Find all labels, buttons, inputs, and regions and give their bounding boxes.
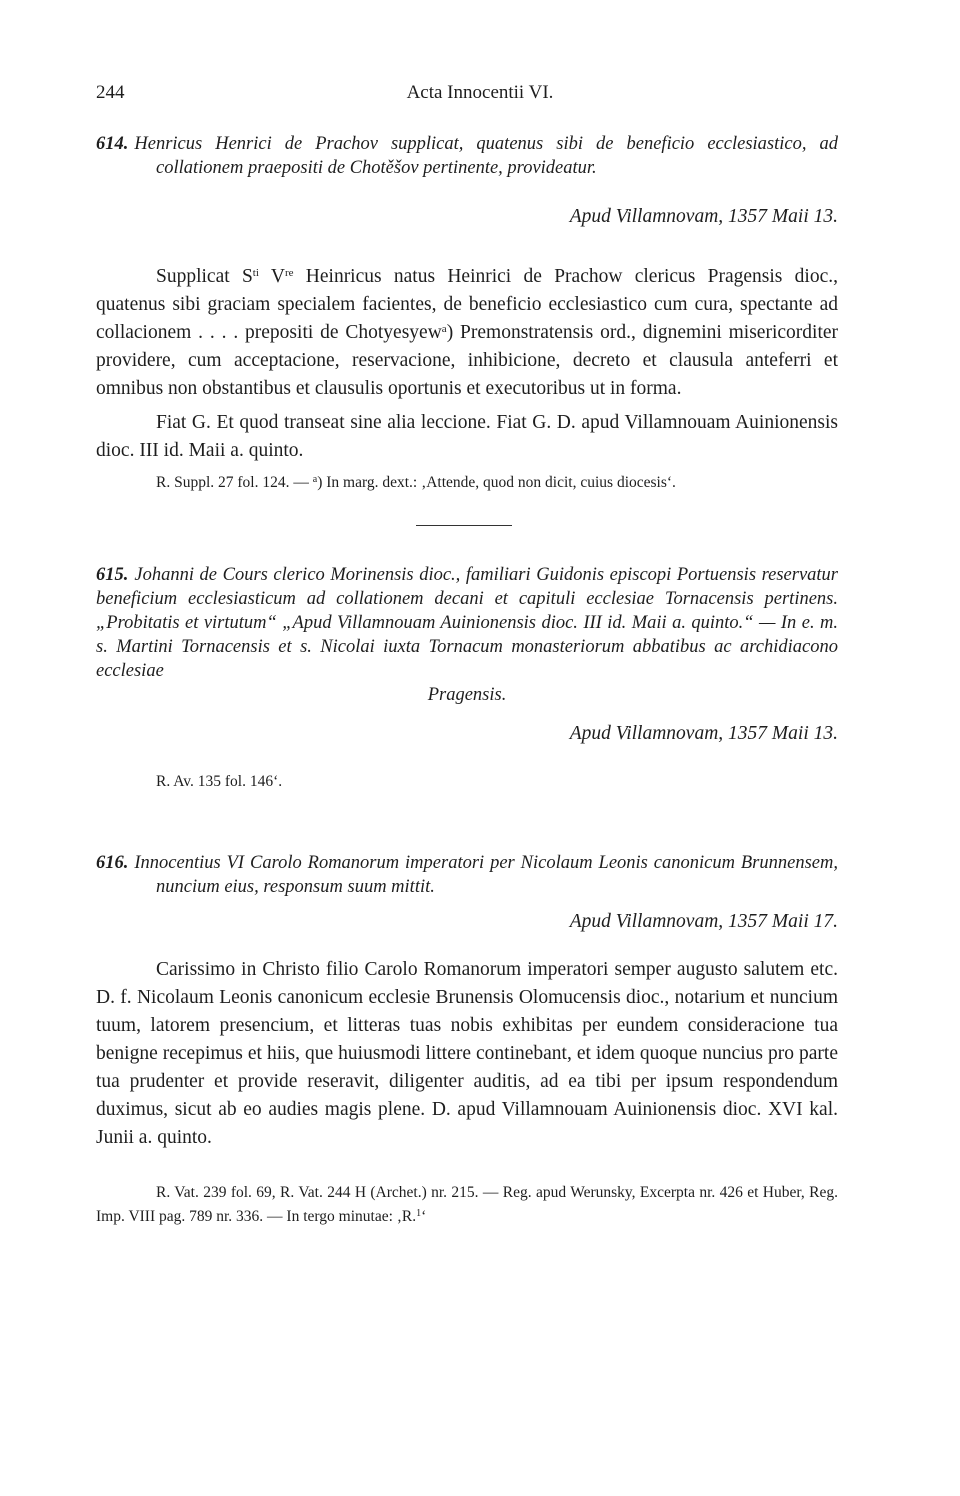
regest-end: Pragensis. (427, 685, 507, 705)
section-divider (416, 525, 512, 526)
entry-number: 614. (96, 134, 129, 154)
entry-615-regest (96, 563, 838, 707)
entry-614-text: Supplicat $S^{ti}$ Vre Heinricus natus Heinrici de Prachow clericus Pragensis dioc., quatenus sibi graciam specialem facientes, de beneficio ecclesiastico cum cura, spectante ad collacionem . . . . prepositi de Chotyesyew$^a$) Premonstratensis ord., dignemini misericorditer providere, cum acceptacione, reservacione, inhibicione, decreto et clausula anteferri et omnibus non obstantibus et clausulis oportunis et executoribus ut in forma. Fiat G. Et quod transeat sine alia leccione. Fiat G. D. apud Villamnouam Auinionensis dioc. III id. Maii a. quinto. (96, 263, 838, 465)
entry-614-note: R. Suppl. 27 fol. 124. — $^a$) In marg. dext.: ‚Attende, quod non dicit, cuius diocesis‘. (156, 474, 676, 491)
regest-text: Henricus Henrici de Prachov supplicat, quatenus sibi de beneficio ecclesiastico, ad collationem praepositi de Chotěšov pertinente, provideatur. (134, 134, 838, 178)
entry-616-dateline: Apud Villamnovam, 1357 Maii 17. (569, 911, 838, 932)
entry-616-text: Carissimo in Christo filio Carolo Romanorum imperatori semper augusto salutem etc. D. f. Nicolaum Leonis canonicum ecclesie Brunensis Olomucensis dioc., notarium et nuncium tuum, latorem presencium, et litteras tuas nobis exhibitas per eundem consideracione tua benigne recepimus et hiis, que huiusmodi littere continebant, et idem quoque nuncius pro parte tua prudenter et provide reseravit, diligenter auditis, ad ea tibi per ipsum respondendum duximus, sicut ab eo audies magis plene. D. apud Villamnouam Auinionensis dioc. XVI kal. Junii a. quinto. (96, 959, 838, 1148)
entry-615-dateline: Apud Villamnovam, 1357 Maii 13. (569, 723, 838, 744)
entry-615-note: R. Av. 135 fol. 146‘. (156, 773, 283, 790)
regest-text: Johanni de Cours clerico Morinensis dioc., familiari Guidonis episcopi Portuensis reservatur beneficium ecclesiasticum ad collationem decani et capituli ecclesiae Tornacensis pertinens. „Probitatis et virtutum“ „Apud Villamnouam Auinionensis dioc. III id. Maii a. quinto.“ — In e. m. s. Martini Tornacensis et s. Nicolai iuxta Tornacum monasteriorum abbatibus ac archidiacono ecclesiae (96, 565, 838, 681)
entry-number: 616. (96, 853, 129, 873)
entry-614-dateline: Apud Villamnovam, 1357 Maii 13. (569, 206, 838, 227)
entry-614-regest (96, 132, 838, 180)
entry-616-regest (96, 851, 838, 899)
entry-number: 615. (96, 565, 129, 585)
page-number: 244 (96, 82, 125, 103)
entry-614-fiat: Fiat G. Et quod transeat sine alia leccione. Fiat G. D. apud Villamnouam Auinionensis dioc. III id. Maii a. quinto. (96, 412, 838, 461)
regest-text: Innocentius VI Carolo Romanorum imperatori per Nicolaum Leonis canonicum Brunnensem, nuncium eius, responsum suum mittit. (134, 853, 838, 897)
running-title: Acta Innocentii VI. (406, 82, 554, 103)
entry-616-note: R. Vat. 239 fol. 69, R. Vat. 244 H (Archet.) nr. 215. — Reg. apud Werunsky, Excerpta nr. 426 et Huber, Reg. Imp. VIII pag. 789 nr. 336. — In tergo minutae: ‚R.$^1$‘ (96, 1184, 838, 1225)
